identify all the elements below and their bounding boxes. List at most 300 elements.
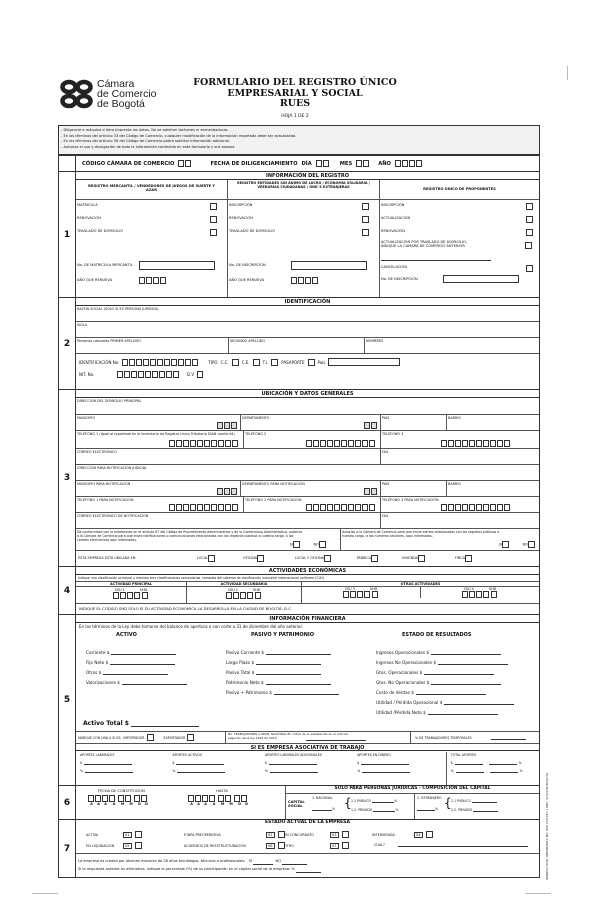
digit-box[interactable] [334,504,340,511]
actualizacion-checkbox[interactable] [526,216,533,223]
financial-input[interactable] [274,694,339,695]
digit-box[interactable] [313,440,319,447]
digit-box[interactable] [483,440,489,447]
digit-box[interactable] [348,504,354,511]
ciiu4-input[interactable] [462,591,490,598]
digit-box[interactable] [323,160,329,167]
financial-input[interactable] [111,654,176,655]
privado1-input[interactable] [373,811,395,812]
nit-input[interactable] [117,371,180,378]
digit-box[interactable] [131,371,137,378]
digit-box[interactable] [225,440,231,447]
digit-box[interactable] [355,504,361,511]
digit-box[interactable] [455,504,461,511]
digit-box[interactable] [483,504,489,511]
renovacion-checkbox[interactable] [210,216,217,223]
digit-box[interactable] [197,440,203,447]
digit-box[interactable] [120,592,126,599]
digit-box[interactable] [150,359,156,366]
digit-box[interactable] [441,440,447,447]
barrio-notificacion-field[interactable] [447,481,539,496]
financial-input[interactable] [110,664,175,665]
pais-notificacion-field[interactable] [381,481,447,496]
field-label: TELÉFONO 3 [382,432,404,436]
financial-label: Utilidad / Pérdida Operacional $ [376,700,443,705]
aporte-input[interactable] [362,772,410,773]
municipio-code[interactable] [217,488,238,495]
barrio-field[interactable] [447,415,539,430]
field-label: TELÉFONO 3 PARA NOTIFICACIÓN [382,498,439,502]
ciiu1-input[interactable] [113,592,141,599]
privado2-input[interactable] [473,811,498,812]
digit-box[interactable] [171,359,177,366]
digit-box[interactable] [146,277,152,284]
aporte-input[interactable] [489,764,517,765]
temporales-label: % DE TRABAJADORES TEMPORALES [415,735,472,740]
digit-box[interactable] [176,504,182,511]
digit-box[interactable] [204,440,210,447]
telefono1-notificacion-input[interactable] [169,504,239,511]
shd4-input[interactable] [491,591,498,598]
digit-box[interactable] [118,795,124,802]
digit-box[interactable] [113,592,119,599]
anio-renueva-input[interactable] [139,277,167,284]
digit-box[interactable] [369,440,375,447]
cc-checkbox[interactable] [232,359,239,366]
matricula-checkbox[interactable] [210,203,217,210]
unit: % [80,769,84,773]
local-checkbox[interactable] [208,555,215,562]
digit-box[interactable] [145,371,151,378]
renovacion-checkbox[interactable] [362,216,369,223]
aporte-input[interactable] [490,772,518,773]
digit-box[interactable] [298,277,304,284]
digit-box[interactable] [176,440,182,447]
codigo-input[interactable] [178,160,192,167]
digit-box[interactable] [462,440,468,447]
publico2-input[interactable] [472,802,497,803]
fabrica-checkbox[interactable] [371,555,378,562]
digit-box[interactable] [224,422,230,429]
inscripcion-checkbox[interactable] [526,203,533,210]
id-input[interactable] [122,359,199,366]
aporte-input[interactable] [270,772,318,773]
digit-box[interactable] [320,440,326,447]
cancelacion-checkbox[interactable] [526,265,533,272]
digit-box[interactable] [350,591,356,598]
no-matricula-input[interactable] [139,261,215,270]
digit-box[interactable] [159,371,165,378]
correo-field[interactable] [76,449,381,464]
activo-total-input[interactable] [131,726,199,727]
vivienda-checkbox[interactable] [418,555,425,562]
digit-box[interactable] [476,440,482,447]
anio-input[interactable] [395,160,423,167]
digit-box[interactable] [490,504,496,511]
departamento-field[interactable] [241,415,381,430]
traslado-checkbox[interactable] [362,229,369,236]
departamento-notificacion-field[interactable] [241,481,381,496]
digit-box[interactable] [364,488,370,495]
digit-box[interactable] [305,277,311,284]
brace-icon: { [344,796,352,810]
financial-input[interactable] [438,664,508,665]
digit-box[interactable] [204,504,210,511]
state-checkbox[interactable] [342,831,349,838]
direccion-field[interactable] [76,398,539,414]
digit-box[interactable] [232,504,238,511]
fax-notificacion-field[interactable] [381,513,539,528]
digit-box[interactable] [363,160,369,167]
digit-box[interactable] [241,795,247,802]
anio-renueva-input[interactable] [291,277,319,284]
digit-box[interactable] [139,277,145,284]
digit-box[interactable] [195,795,201,802]
proponentes-col [380,180,539,297]
finca-checkbox[interactable] [465,555,472,562]
aporte-input[interactable] [85,772,133,773]
digit-box[interactable] [343,591,349,598]
digit-box[interactable] [497,440,503,447]
departamento-code[interactable] [364,488,378,495]
digit-box[interactable] [122,359,128,366]
digit-box[interactable] [247,592,253,599]
digit-box[interactable] [462,504,468,511]
mes-input[interactable] [356,160,370,167]
telefono3-notificacion-input[interactable] [441,504,511,511]
publico1-input[interactable] [372,802,394,803]
digit-box[interactable] [348,440,354,447]
digit-box[interactable] [341,440,347,447]
no-inscripcion-input[interactable] [443,275,519,283]
digit-box[interactable] [364,591,370,598]
digit-box[interactable] [306,440,312,447]
shd1-input[interactable] [142,592,149,599]
digit-box[interactable] [218,440,224,447]
aporte-input[interactable] [84,764,132,765]
digit-box[interactable] [183,440,189,447]
opt-label: LOCAL Y OFICINA [294,556,324,560]
digit-box[interactable] [164,359,170,366]
shd3-input[interactable] [372,591,379,598]
date-letter: M [220,802,225,806]
digit-box[interactable] [197,504,203,511]
digit-box[interactable] [416,160,422,167]
nacional-input[interactable] [312,810,332,811]
digit-box[interactable] [183,504,189,511]
traslado-checkbox[interactable] [210,229,217,236]
digit-box[interactable] [166,371,172,378]
digit-box[interactable] [109,795,115,802]
digit-box[interactable] [234,795,240,802]
telefono2-input[interactable] [306,440,376,447]
date-input[interactable] [188,795,248,802]
digit-box[interactable] [124,371,130,378]
pasaporte-checkbox[interactable] [308,359,315,366]
digit-box[interactable] [240,592,246,599]
digit-box[interactable] [202,795,208,802]
inscripcion-checkbox[interactable] [362,203,369,210]
temporales-input[interactable] [491,739,526,740]
digit-box[interactable] [334,440,340,447]
aporte-input[interactable] [177,772,225,773]
aporte-input[interactable] [361,764,409,765]
digit-box[interactable] [136,359,142,366]
segundo-apellido-field[interactable] [229,338,365,353]
digit-box[interactable] [490,440,496,447]
digit-box[interactable] [231,488,237,495]
ti-label: T.I. [262,359,269,365]
digit-box[interactable] [469,440,475,447]
digit-box[interactable] [402,160,408,167]
digit-box[interactable] [134,795,140,802]
extranjero-input[interactable] [417,810,435,811]
section-header: ESTADO ACTUAL DE LA EMPRESA [264,820,351,825]
digit-box[interactable] [372,591,378,598]
porcentaje-input[interactable] [296,872,321,873]
digit-box[interactable] [395,160,401,167]
financial-input[interactable] [103,674,168,675]
digit-box[interactable] [190,504,196,511]
digit-box[interactable] [224,488,230,495]
digit-box[interactable] [225,795,231,802]
digit-box[interactable] [455,440,461,447]
aporte-input[interactable] [456,772,484,773]
telefono3-input[interactable] [441,440,511,447]
digit-box[interactable] [448,504,454,511]
field-label: SEGUNDO APELLIDO [230,339,265,343]
title-line: EMPRESARIAL Y SOCIAL [227,87,363,99]
municipio-notificacion-field[interactable] [76,481,241,496]
digit-box[interactable] [371,488,377,495]
section-header: UBICACIÓN Y DATOS GENERALES [76,390,539,398]
digit-box[interactable] [255,592,261,599]
digit-box[interactable] [218,504,224,511]
digit-box[interactable] [125,795,131,802]
financial-input[interactable] [256,664,321,665]
digit-box[interactable] [469,591,475,598]
digit-box[interactable] [225,504,231,511]
digit-box[interactable] [497,504,503,511]
digit-box[interactable] [231,422,237,429]
ti-checkbox[interactable] [271,359,278,366]
digit-box[interactable] [491,591,497,598]
digit-box[interactable] [217,422,223,429]
importador-checkbox[interactable] [147,734,154,741]
digit-box[interactable] [129,359,135,366]
ciiu3-input[interactable] [343,591,371,598]
digit-box[interactable] [209,795,215,802]
digit-box[interactable] [476,504,482,511]
correo-notificacion-field[interactable] [76,513,381,528]
field-label: TELÉFONO 2 PARA NOTIFICACIÓN [245,498,302,502]
financial-label: Valorizaciones $ [86,680,120,685]
digit-box[interactable] [369,504,375,511]
digit-box[interactable] [371,422,377,429]
financial-input[interactable] [444,704,514,705]
digit-box[interactable] [142,592,148,599]
digit-box[interactable] [362,504,368,511]
digit-box[interactable] [448,440,454,447]
digit-box[interactable] [316,160,322,167]
digit-box[interactable] [197,371,203,378]
state-checkbox[interactable] [426,831,433,838]
renovacion-checkbox[interactable] [526,229,533,236]
section-financiera [59,614,539,785]
digit-box[interactable] [127,592,133,599]
financial-input[interactable] [122,684,187,685]
fax-field[interactable] [381,449,539,464]
digit-box[interactable] [362,440,368,447]
digit-box[interactable] [102,795,108,802]
digit-box[interactable] [173,371,179,378]
date-letters [188,802,250,806]
telefono2-notificacion-input[interactable] [306,504,376,511]
activo-heading: ACTIVO [116,632,137,638]
camara-anterior-line[interactable] [381,260,491,261]
ciiu2-input[interactable] [226,592,254,599]
aporte-line [451,765,535,773]
financial-input[interactable] [416,694,486,695]
digit-box[interactable] [483,591,489,598]
digit-box[interactable] [117,371,123,378]
digit-box[interactable] [504,504,510,511]
aporte-input[interactable] [176,764,224,765]
aporte-input[interactable] [455,764,483,765]
state-checkbox[interactable] [135,842,142,849]
local-oficina-checkbox[interactable] [324,555,331,562]
auth-email-si-checkbox[interactable] [293,541,300,548]
digit-box[interactable] [320,504,326,511]
digit-box[interactable] [157,359,163,366]
header-row [59,155,539,171]
exportador-checkbox[interactable] [187,734,194,741]
dia-input[interactable] [316,160,330,167]
shd2-input[interactable] [255,592,262,599]
digit-box[interactable] [153,277,159,284]
pais-field[interactable] [381,415,447,430]
sigla-field[interactable] [76,322,539,337]
digit-box[interactable] [356,160,362,167]
state-checkbox[interactable] [342,842,349,849]
ce-checkbox[interactable] [253,359,260,366]
digit-box[interactable] [217,488,223,495]
field-label: MUNICIPIO [77,416,96,420]
digit-box[interactable] [190,440,196,447]
section-header: INFORMACIÓN DEL REGISTRO [76,172,539,180]
financial-input[interactable] [256,674,321,675]
digit-box[interactable] [178,359,184,366]
digit-box[interactable] [409,160,415,167]
pasaporte-label: PASAPORTE [281,359,305,365]
auth-sms-no-checkbox[interactable] [528,541,535,548]
financial-input[interactable] [431,684,501,685]
digit-box[interactable] [88,795,94,802]
digit-box[interactable] [462,591,468,598]
digit-box[interactable] [226,592,232,599]
municipio-code[interactable] [217,422,238,429]
digit-box[interactable] [169,504,175,511]
digit-box[interactable] [160,277,166,284]
financial-input[interactable] [428,714,498,715]
digit-box[interactable] [188,795,194,802]
digit-box[interactable] [355,440,361,447]
municipio-field[interactable] [76,415,241,430]
id-label: IDENTIFICACIÓN No. [79,359,120,365]
digit-box[interactable] [232,440,238,447]
financial-label: Utilidad /Pérdida Neta $ [376,710,426,715]
digit-box[interactable] [233,592,239,599]
digit-box[interactable] [185,359,191,366]
digit-box[interactable] [178,160,184,167]
digit-box[interactable] [504,440,510,447]
digit-box[interactable] [218,795,224,802]
primer-apellido-field[interactable] [76,338,229,353]
digit-box[interactable] [327,504,333,511]
digit-box[interactable] [95,795,101,802]
digit-box[interactable] [357,591,363,598]
digit-box[interactable] [134,592,140,599]
financial-input[interactable] [424,674,494,675]
digit-box[interactable] [469,504,475,511]
opt-label: RENOVACIÓN [229,216,253,220]
digit-box[interactable] [341,504,347,511]
aporte-input[interactable] [269,764,317,765]
dv-label: D.V [187,371,195,377]
digit-box[interactable] [364,422,370,429]
digit-box[interactable] [169,440,175,447]
oficina-checkbox[interactable] [257,555,264,562]
financial-input[interactable] [431,654,501,655]
departamento-code[interactable] [364,422,378,429]
digit-box[interactable] [291,277,297,284]
financial-input[interactable] [266,654,331,655]
digit-box[interactable] [476,591,482,598]
digit-box[interactable] [138,371,144,378]
financial-input[interactable] [266,684,331,685]
state-checkbox[interactable] [135,831,142,838]
razon-social-field[interactable] [76,306,539,321]
direccion-notificacion-field[interactable] [76,465,539,480]
nombres-field[interactable] [365,338,539,353]
opt-matricula [77,203,226,216]
digit-box[interactable] [312,277,318,284]
digit-box[interactable] [327,440,333,447]
traslado-checkbox[interactable] [525,242,532,249]
digit-box[interactable] [313,504,319,511]
dv-input[interactable] [197,371,204,378]
no-inscripcion-input[interactable] [291,261,367,270]
digit-box[interactable] [141,795,147,802]
digit-box[interactable] [185,160,191,167]
pais-input[interactable] [328,358,400,366]
digit-box[interactable] [152,371,158,378]
digit-box[interactable] [441,504,447,511]
privado2-label: 2.2. PRIVADO [451,808,473,812]
digit-box[interactable] [211,504,217,511]
auth-email-no-checkbox[interactable] [319,541,326,548]
digit-box[interactable] [192,359,198,366]
date-input[interactable] [88,795,148,802]
digit-box[interactable] [143,359,149,366]
telefono1-input[interactable] [169,440,239,447]
date-letter: A [97,802,100,806]
digit-box[interactable] [306,504,312,511]
auth-sms-si-checkbox[interactable] [502,541,509,548]
digit-box[interactable] [211,440,217,447]
trabajadores-input[interactable] [306,740,366,741]
cual-input[interactable] [398,846,528,847]
